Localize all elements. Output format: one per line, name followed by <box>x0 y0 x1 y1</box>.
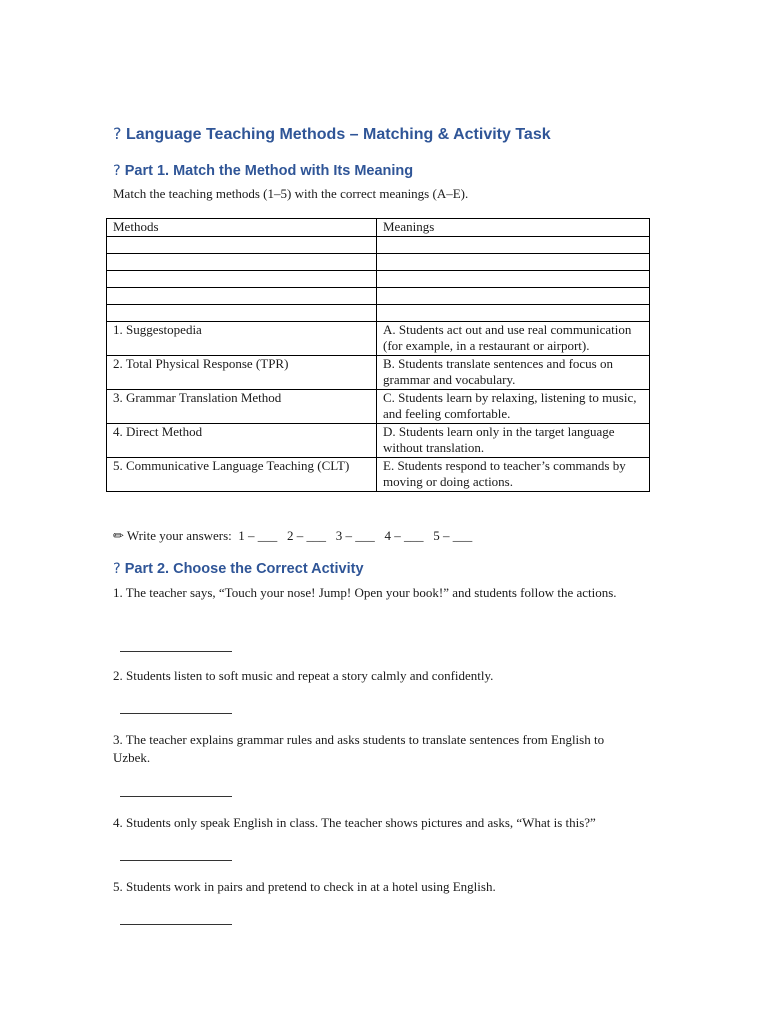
table-blank-row <box>107 270 650 287</box>
table-row <box>107 355 650 389</box>
part2-heading-text: Part 2. Choose the Correct Activity <box>124 561 364 577</box>
activity-item-3: 3. The teacher explains grammar rules and asks students to translate sentences from English to Uzbek. <box>113 732 605 765</box>
part1-heading-text: Part 1. Match the Method with Its Meaning <box>124 163 414 179</box>
answer-line-1[interactable] <box>120 651 232 652</box>
part1-instruction: Match the teaching methods (1–5) with the correct meanings (A–E). <box>113 186 469 201</box>
meaning-cell: E. Students respond to teacher’s commands by moving or doing actions. <box>377 457 650 491</box>
table-blank-row <box>107 236 650 253</box>
meaning-cell: B. Students translate sentences and focus on grammar and vocabulary. <box>377 355 650 389</box>
table-row <box>107 423 650 457</box>
table-header-row <box>107 219 650 237</box>
activity-item-5: 5. Students work in pairs and pretend to check in at a hotel using English. <box>113 879 496 894</box>
answer-line-4[interactable] <box>120 860 232 861</box>
activity-item-2: 2. Students listen to soft music and repeat a story calmly and confidently. <box>113 668 494 683</box>
part1-icon: ? <box>113 163 121 179</box>
table-row <box>107 457 650 491</box>
answer-line-3[interactable] <box>120 796 232 797</box>
meaning-cell: D. Students learn only in the target language without translation. <box>377 423 650 457</box>
meaning-cell: C. Students learn by relaxing, listening to music, and feeling comfortable. <box>377 389 650 423</box>
header-methods: Methods <box>107 219 377 237</box>
method-cell: 5. Communicative Language Teaching (CLT) <box>107 457 377 491</box>
matching-table <box>106 218 650 492</box>
method-cell: 1. Suggestopedia <box>107 321 377 355</box>
method-cell: 4. Direct Method <box>107 423 377 457</box>
method-cell: 3. Grammar Translation Method <box>107 389 377 423</box>
table-row <box>107 321 650 355</box>
table-row <box>107 389 650 423</box>
activity-item-4: 4. Students only speak English in class. The teacher shows pictures and asks, “What is this?” <box>113 815 596 830</box>
method-cell: 2. Total Physical Response (TPR) <box>107 355 377 389</box>
title-icon: ? <box>113 124 122 143</box>
answer-line-5[interactable] <box>120 924 232 925</box>
page-title <box>113 124 551 144</box>
table-blank-row <box>107 304 650 321</box>
answers-prompt: ✏ Write your answers: 1 – ___ 2 – ___ 3 – ___ 4 – ___ 5 – ___ <box>113 528 473 543</box>
part2-icon: ? <box>113 561 121 577</box>
table-blank-row <box>107 253 650 270</box>
answer-line-2[interactable] <box>120 713 232 714</box>
header-meanings: Meanings <box>377 219 650 237</box>
table-blank-row <box>107 287 650 304</box>
activity-item-1: 1. The teacher says, “Touch your nose! Jump! Open your book!” and students follow the actions. <box>113 585 617 600</box>
part2-heading <box>113 561 364 577</box>
page-title-text: Language Teaching Methods – Matching & Activity Task <box>125 126 551 143</box>
meaning-cell: A. Students act out and use real communication (for example, in a restaurant or airport). <box>377 321 650 355</box>
part1-heading <box>113 163 413 179</box>
